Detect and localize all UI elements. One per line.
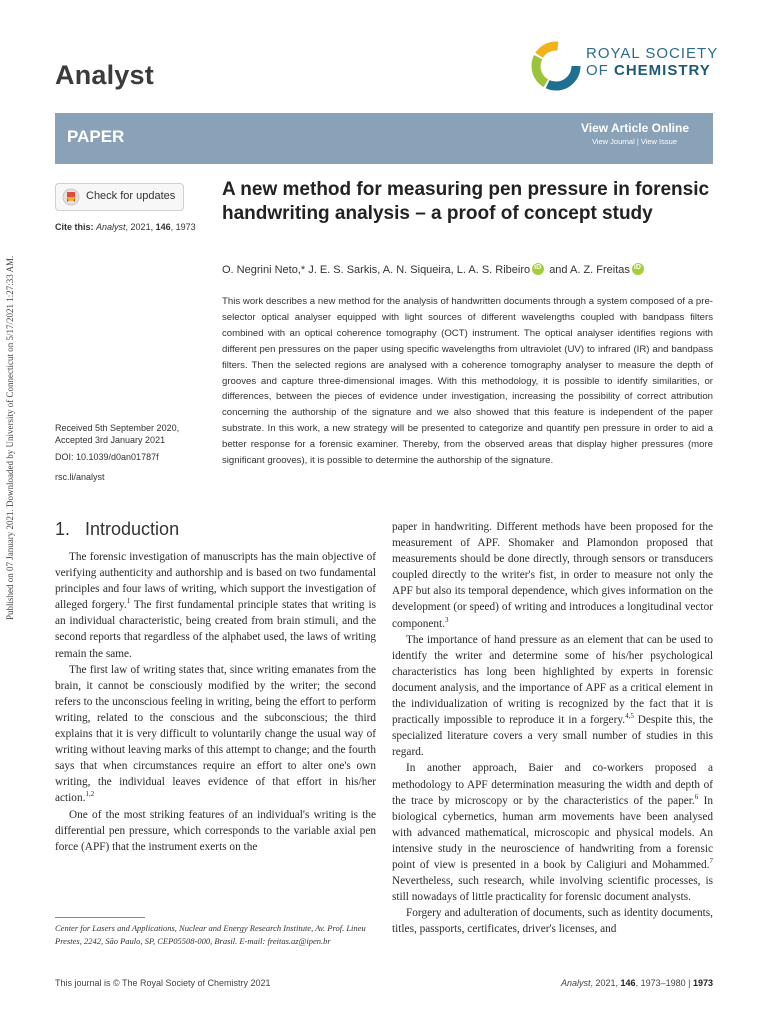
view-article-online-link[interactable]: View Article Online xyxy=(580,121,689,135)
article-type-banner xyxy=(55,113,713,164)
check-for-updates-button[interactable] xyxy=(55,183,184,211)
paragraph: The forensic investigation of manuscripts has the main objective of verifying authenticity and authorship and is based on two fundamental principles and four laws of writing, which support the investigation of alleged forgery.$^1$ The first fundamental principle states that writing is an individual characteristic, being created from brain stimuli, and the second reports that regardless of the alphabet used, the laws of writing remain the same. xyxy=(55,551,376,660)
rsc-name-line1: ROYAL SOCIETY xyxy=(586,45,719,62)
check-for-updates-label: Check for updates xyxy=(86,190,176,202)
paragraph: paper in handwriting. Different methods have been proposed for the measurement of APF. Shomaker and Plamondon proposed that measurements should be done directly, through sensors or transducers coupled directly to the writer's fist, in order to measure not only the APF but also its temporal dependence, which gives information on the development (or speed) of writing and introduces a longitudinal vector component.$^3$ xyxy=(392,521,713,630)
paragraph: The first law of writing states that, since writing emanates from the brain, it cannot be consciously modified by the writer; the second refers to the unconscious feeling in writing, being the effort to perform writing, related to the conscious and the subconscious; the third explains that it is very difficult to voluntarily change the usual way of writing without leaving marks of this attempt to change; and the fourth says that when circumstances require an effort to alter one's own writing, the individual leaves evidence of that effort in his/her action.$^{1,2}$ xyxy=(55,663,376,805)
download-watermark: Published on 07 January 2021. Downloaded by University of Connecticut on 5/17/2021 1:27:33 AM. xyxy=(5,255,15,620)
view-journal-issue-links[interactable]: View Journal | View Issue xyxy=(591,137,677,146)
footnote-divider xyxy=(55,917,145,918)
paragraph: The importance of hand pressure as an element that can be used to identify the writer and determine some of his/her psychological characteristics has long been highlighted by experts in forensic document analysis, and the importance of APF as a critical element in the individualization of writing is recognized by the fact that it is practically impossible to reproduce it in a forgery.$^{4,5}$ Despite this, the specialized literature covers a very small number of studies in this regard. xyxy=(392,633,713,759)
article-title: A new method for measuring pen pressure in forensic handwriting analysis – a proof of concept study xyxy=(222,179,710,224)
doi[interactable]: DOI: 10.1039/d0an01787f xyxy=(55,452,159,462)
article-type-label: PAPER xyxy=(67,127,125,146)
journal-link[interactable]: rsc.li/analyst xyxy=(55,472,105,482)
footer-citation: Analyst, 2021, 146, 1973–1980 | 1973 xyxy=(560,978,713,988)
crossmark-icon xyxy=(62,188,80,206)
paragraph: Forgery and adulteration of documents, such as identity documents, titles, passports, certificates, driver's licenses, and xyxy=(392,907,713,936)
body-column-left xyxy=(55,549,376,855)
body-column-right xyxy=(392,519,713,937)
section-heading-introduction: 1. Introduction xyxy=(55,519,180,539)
received-accepted-dates: Received 5th September 2020, Accepted 3rd January 2021 xyxy=(55,423,180,445)
paragraph: One of the most striking features of an individual's writing is the differential pen pressure, which corresponds to the variable axial pen force (APF) that the instrument exerts on the xyxy=(55,808,376,853)
citation: Cite this: Analyst, 2021, 146, 1973 xyxy=(55,222,196,232)
orcid-icon[interactable] xyxy=(632,263,644,275)
author-list: O. Negrini Neto,* J. E. S. Sarkis, A. N. Siqueira, L. A. S. RibeiroiD and A. Z. FreitasiD xyxy=(222,263,646,276)
footer-copyright: This journal is © The Royal Society of Chemistry 2021 xyxy=(55,978,271,988)
orcid-icon[interactable] xyxy=(532,263,544,275)
paragraph: In another approach, Baier and co-workers proposed a methodology to APF determination measuring the width and depth of the trace by microscopy or by the characteristics of the paper.$^6$ In biological cybernetics, human arm movements have been analysed with advanced mathematical, microscopic and physical models. An intensive study in the neuroscience of handwriting from a forensic point of view is presented in a book by Caligiuri and Mohammed.$^7$ Nevertheless, such research, while involving scientific processes, is still nowadays of little practicality for forensic document analysts. xyxy=(392,762,713,904)
abstract: This work describes a new method for the analysis of handwritten documents through a system composed of a pre-selector optical analyser equipped with light sources of different wavelengths coupled with bandpass filters combined with an optical coherence tomography (OCT) instrument. The optical analyser identifies regions with different pen pressures on the paper using specific wavelengths from ultraviolet (UV) to infrared (IR) and bandpass filters. Then the selected regions are analysed with a coherence tomography analyser to measure the depth of grooves and capture three-dimensional images. With this methodology, it is possible to identify similarities, or differences, between the pieces of evidence under investigation, increasing the possibility of correct attribution concerning the authorship of the signature and we also showed that this feature is independent of the paper substrate. In this work, a new strategy will be presented to categorize and quantify pen pressure in order to aid a better response for a forensic examiner. Thereby, from the observed areas that display higher pressures (more significant grooves), it is possible to determine the authorship of the signature. xyxy=(222,296,713,467)
journal-name: Analyst xyxy=(55,60,154,90)
rsc-name-line2: OF CHEMISTRY xyxy=(586,62,711,79)
page-number: 1973 xyxy=(692,978,713,988)
affiliation-footnote: Center for Lasers and Applications, Nuclear and Energy Research Institute, Av. Prof. Lineu Prestes, 2242, São Paulo, SP, CEP05508-000, Brasil. E-mail: freitas.az@ipen.br xyxy=(55,923,366,946)
